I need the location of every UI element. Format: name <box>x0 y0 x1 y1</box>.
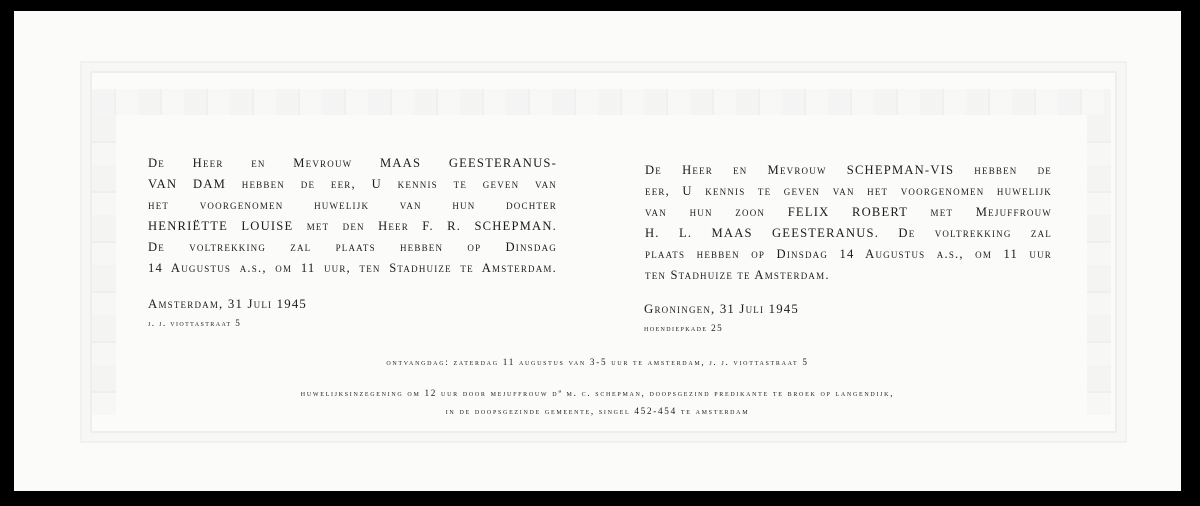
reception-line: ontvangdag: zaterdag 11 augustus van 3-5 uur te amsterdam, j. j. viottastraat 5 <box>386 357 809 367</box>
text-line: HENRIËTTE LOUISE met den Heer F. R. SCHEPMAN. <box>148 218 557 233</box>
blessing-location-line: in de doopsgezinde gemeente, singel 452-454 te amsterdam <box>445 406 750 416</box>
text-line: van hun zoon FELIX ROBERT met Mejuffrouw <box>645 204 1052 219</box>
text-line: 14 Augustus a.s., om 11 uur, ten Stadhuize te Amsterdam. <box>148 260 557 275</box>
bride-parents-announcement <box>148 153 557 278</box>
text-line: plaats hebben op Dinsdag 14 Augustus a.s., om 11 uur <box>645 246 1052 261</box>
text-line: eer, U kennis te geven van het voorgenomen huwelijk <box>645 183 1052 198</box>
embossed-ornament-right <box>1087 115 1111 415</box>
embossed-ornament-left <box>92 115 116 415</box>
text-line: ten Stadhuize te Amsterdam. <box>645 267 830 282</box>
text-line: H. L. MAAS GEESTERANUS. De voltrekking zal <box>645 225 1052 240</box>
text-line: De Heer en Mevrouw SCHEPMAN-VIS hebben de <box>645 163 1052 177</box>
text-line: De voltrekking zal plaats hebben op Dinsdag <box>148 239 557 254</box>
embossed-ornament-band <box>92 89 1111 115</box>
bride-parents-signature <box>148 295 307 333</box>
address: hoendiepkade 25 <box>644 323 724 333</box>
blessing-line: huwelijksinzegening om 12 uur door mejuffrouw dª m. c. schepman, doopsgezind predikante te broek op langendijk, <box>300 388 895 398</box>
place-date: Groningen, 31 Juli 1945 <box>644 302 799 316</box>
text-line: De Heer en Mevrouw MAAS GEESTERANUS- <box>148 156 557 170</box>
announcement-card <box>14 11 1181 491</box>
groom-parents-signature <box>644 300 799 338</box>
text-line: VAN DAM hebben de eer, U kennis te geven van <box>148 176 557 191</box>
address: j. j. viottastraat 5 <box>148 318 242 328</box>
groom-parents-announcement <box>645 160 1052 285</box>
place-date: Amsterdam, 31 Juli 1945 <box>148 297 308 311</box>
text-line: het voorgenomen huwelijk van hun dochter <box>148 197 557 212</box>
